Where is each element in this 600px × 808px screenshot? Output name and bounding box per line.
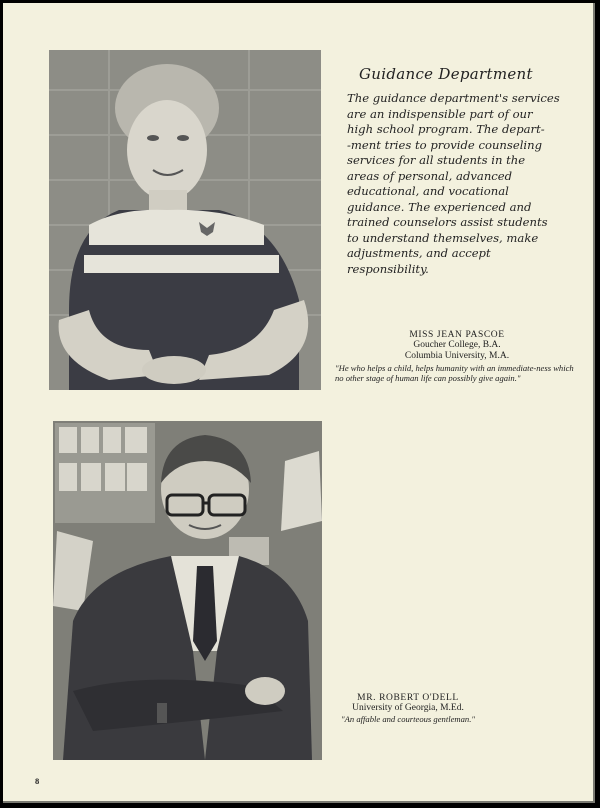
description-line: The guidance department's services: [347, 91, 560, 105]
yearbook-page: [3, 3, 595, 803]
page-number: 8: [35, 776, 40, 786]
department-description: [347, 91, 579, 277]
description-line: services for all students in the: [347, 153, 526, 167]
staff-quote: "An affable and courteous gentleman.": [341, 714, 475, 724]
portrait-woman-graphic: [49, 50, 321, 390]
description-line: -ment tries to provide counseling: [347, 137, 543, 152]
caption-jean-pascoe: [335, 330, 579, 383]
staff-name: MISS JEAN PASCOE: [409, 330, 505, 340]
description-line: guidance. The experienced and: [347, 199, 532, 214]
staff-degree: Columbia University, M.A.: [404, 351, 510, 361]
photo-robert-odell: [53, 421, 322, 760]
description-line: responsibility.: [347, 261, 429, 276]
description-line: areas of personal, advanced: [347, 168, 513, 183]
staff-degree: Goucher College, B.A.: [413, 340, 501, 350]
description-line: high school program. The depart-: [347, 122, 545, 136]
photo-jean-pascoe: [49, 50, 321, 390]
description-line: adjustments, and accept: [347, 246, 491, 260]
department-title: Guidance Department: [359, 65, 533, 83]
description-line: trained counselors assist students: [347, 215, 548, 229]
caption-robert-odell: [323, 693, 493, 724]
staff-quote: "He who helps a child, helps humanity with an immediate-ness which no other stage of human life can possibly give again.": [335, 363, 574, 383]
portrait-man-graphic: [53, 421, 322, 760]
description-line: are an indispensible part of our: [347, 106, 533, 121]
staff-name: MR. ROBERT O'DELL: [357, 693, 459, 703]
description-line: to understand themselves, make: [347, 230, 539, 245]
staff-degree: University of Georgia, M.Ed.: [352, 703, 464, 713]
description-line: educational, and vocational: [347, 184, 509, 198]
